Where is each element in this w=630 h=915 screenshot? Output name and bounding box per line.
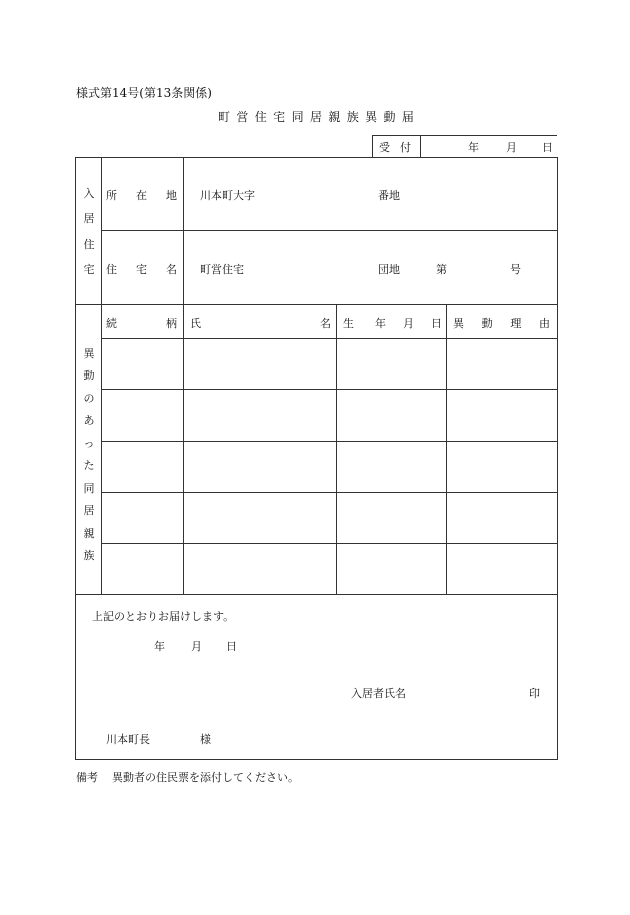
birth-header-month: 月 <box>403 317 414 330</box>
dai-label: 第 <box>436 263 447 276</box>
char: 動 <box>383 110 396 124</box>
form-number: 様式第14号(第13条関係) <box>76 86 212 100</box>
section-label-divider <box>101 157 102 594</box>
char: た <box>83 459 95 473</box>
declaration-text: 上記のとおりお届けします。 <box>92 610 235 623</box>
family-declaration-divider <box>75 594 557 595</box>
housing-name-label <box>106 261 177 277</box>
name-header-last: 名 <box>320 317 331 330</box>
name-header-first: 氏 <box>190 317 201 330</box>
location-suffix: 番地 <box>378 189 400 202</box>
danchi-label: 団地 <box>378 263 400 276</box>
housing-family-divider <box>75 304 557 305</box>
char: の <box>83 391 95 405</box>
reception-divider <box>420 135 421 157</box>
char: 続 <box>106 317 117 330</box>
family-header-bottom <box>101 338 557 339</box>
char: 動 <box>481 317 493 330</box>
mayor-label: 川本町長 <box>106 733 150 746</box>
char: 入 <box>83 187 95 200</box>
housing-name-value: 町営住宅 <box>200 263 244 276</box>
char: 町 <box>218 110 231 124</box>
reason-header <box>453 315 550 331</box>
family-row-line-2 <box>101 441 557 442</box>
char: 由 <box>538 317 550 330</box>
char: 族 <box>83 548 95 562</box>
housing-row-divider <box>101 230 557 231</box>
char: 居 <box>83 504 95 518</box>
reception-top-border <box>372 135 557 136</box>
location-value: 川本町大字 <box>200 189 255 202</box>
relation-header <box>106 315 177 331</box>
reception-label <box>379 139 411 155</box>
name-birth-divider <box>336 304 337 594</box>
char: 宅 <box>83 262 95 276</box>
char: 親 <box>328 110 341 124</box>
char: 理 <box>510 317 522 330</box>
family-row-line-4 <box>101 543 557 544</box>
location-label <box>106 187 177 203</box>
reception-left-border <box>372 135 373 157</box>
declaration-day: 日 <box>226 640 237 653</box>
char: あ <box>83 414 95 428</box>
label-value-divider <box>183 157 184 594</box>
char: 族 <box>346 110 359 124</box>
char: 異 <box>453 317 464 330</box>
char: 柄 <box>166 317 177 330</box>
char: 住 <box>106 263 117 276</box>
declaration-month: 月 <box>191 640 202 653</box>
char: 住 <box>83 237 95 251</box>
char: 在 <box>136 189 147 202</box>
char: 地 <box>166 189 177 202</box>
birth-header-sei: 生 <box>343 317 354 330</box>
reception-day: 日 <box>542 141 553 154</box>
char: っ <box>83 436 95 450</box>
family-row-line-3 <box>101 492 557 493</box>
family-row-line-1 <box>101 389 557 390</box>
char: 受 <box>379 141 390 154</box>
birth-reason-divider <box>446 304 447 594</box>
form-frame <box>75 157 558 760</box>
char: 異 <box>83 347 95 360</box>
char: 動 <box>83 369 95 383</box>
char: 営 <box>236 110 249 124</box>
go-label: 号 <box>510 263 521 276</box>
char: 同 <box>83 481 95 495</box>
birth-header-year: 年 <box>375 317 386 330</box>
reception-month: 月 <box>506 141 517 154</box>
char: 異 <box>365 110 378 124</box>
char: 居 <box>309 110 322 124</box>
char: 名 <box>166 263 177 276</box>
char: 居 <box>83 212 95 226</box>
char: 同 <box>291 110 304 124</box>
family-section-label <box>82 345 96 563</box>
birth-header-day: 日 <box>431 317 442 330</box>
seal-mark: 印 <box>529 687 540 700</box>
char: 付 <box>400 141 411 154</box>
char: 宅 <box>273 110 286 124</box>
reception-year: 年 <box>468 141 479 154</box>
char: 宅 <box>136 263 147 276</box>
note-label: 備考 <box>76 771 98 784</box>
sama-label: 様 <box>200 733 211 746</box>
char: 届 <box>401 110 414 124</box>
form-title <box>218 108 414 125</box>
char: 住 <box>254 110 267 124</box>
declaration-year: 年 <box>154 640 165 653</box>
housing-section-label <box>82 185 96 277</box>
resident-name-label: 入居者氏名 <box>351 687 406 700</box>
char: 所 <box>106 189 117 202</box>
char: 親 <box>83 526 95 540</box>
note-text: 異動者の住民票を添付してください。 <box>112 771 299 784</box>
